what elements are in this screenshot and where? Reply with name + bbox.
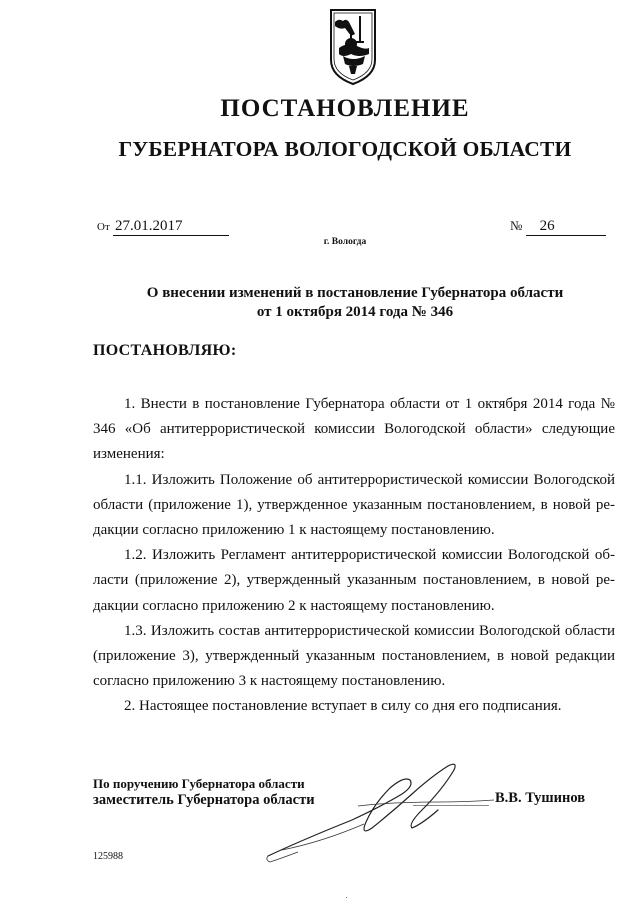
paragraph-1-3: 1.3. Изложить состав антитеррористической комиссии Вологодской области (приложение 3), утвержденный указанным постановлением, в новой редакции согласно приложению 3 к настоящему постановлению. [93, 622, 615, 690]
issuer-title: ГУБЕРНАТОРА ВОЛОГОДСКОЙ ОБЛАСТИ [118, 137, 572, 161]
document-number: 26 [526, 218, 606, 236]
document-body [93, 392, 615, 720]
paragraph-1: 1. Внести в постановление Губернатора области от 1 октября 2014 года № 346 «Об антитеррористической комиссии Вологодской области» следующие изменения: [93, 396, 615, 463]
scan-artifact [346, 897, 347, 898]
signatory-role: заместитель Губернатора области [93, 792, 315, 808]
document-date: 27.01.2017 [113, 218, 229, 236]
registration-number: 125988 [93, 851, 123, 862]
document-subject [0, 284, 640, 322]
subject-line-1: О внесении изменений в постановление Губернатора области [146, 285, 564, 301]
paragraph-1-2: 1.2. Изложить Регламент антитеррористической комиссии Вологодской области (приложение 2), утвержденный указанным постановлением, в новой редакции согласно приложению 2 к настоящему постановлению. [93, 547, 615, 614]
city-label: г. Вологда [323, 237, 367, 247]
document-type-title: ПОСТАНОВЛЕНИЕ [220, 95, 470, 122]
subject-line-2: от 1 октября 2014 года № 346 [256, 304, 454, 320]
date-row [97, 218, 229, 236]
handwritten-signature [262, 758, 502, 870]
date-prefix: От [97, 221, 110, 233]
paragraph-2: 2. Настоящее постановление вступает в силу со дня его подписания. [124, 698, 562, 715]
on-behalf-label: По поручению Губернатора области [93, 776, 305, 791]
paragraph-1-1: 1.1. Изложить Положение об антитеррористической комиссии Вологодской области (приложение 1), утвержденное указанным постановлением, в новой редакции согласно приложению 1 к настоящему постановлению. [93, 471, 615, 539]
number-row [510, 218, 606, 236]
number-prefix: № [510, 218, 523, 233]
coat-of-arms-icon [329, 8, 377, 86]
resolve-heading: ПОСТАНОВЛЯЮ: [93, 342, 237, 359]
signatory-name: В.В. Тушинов [495, 790, 586, 806]
